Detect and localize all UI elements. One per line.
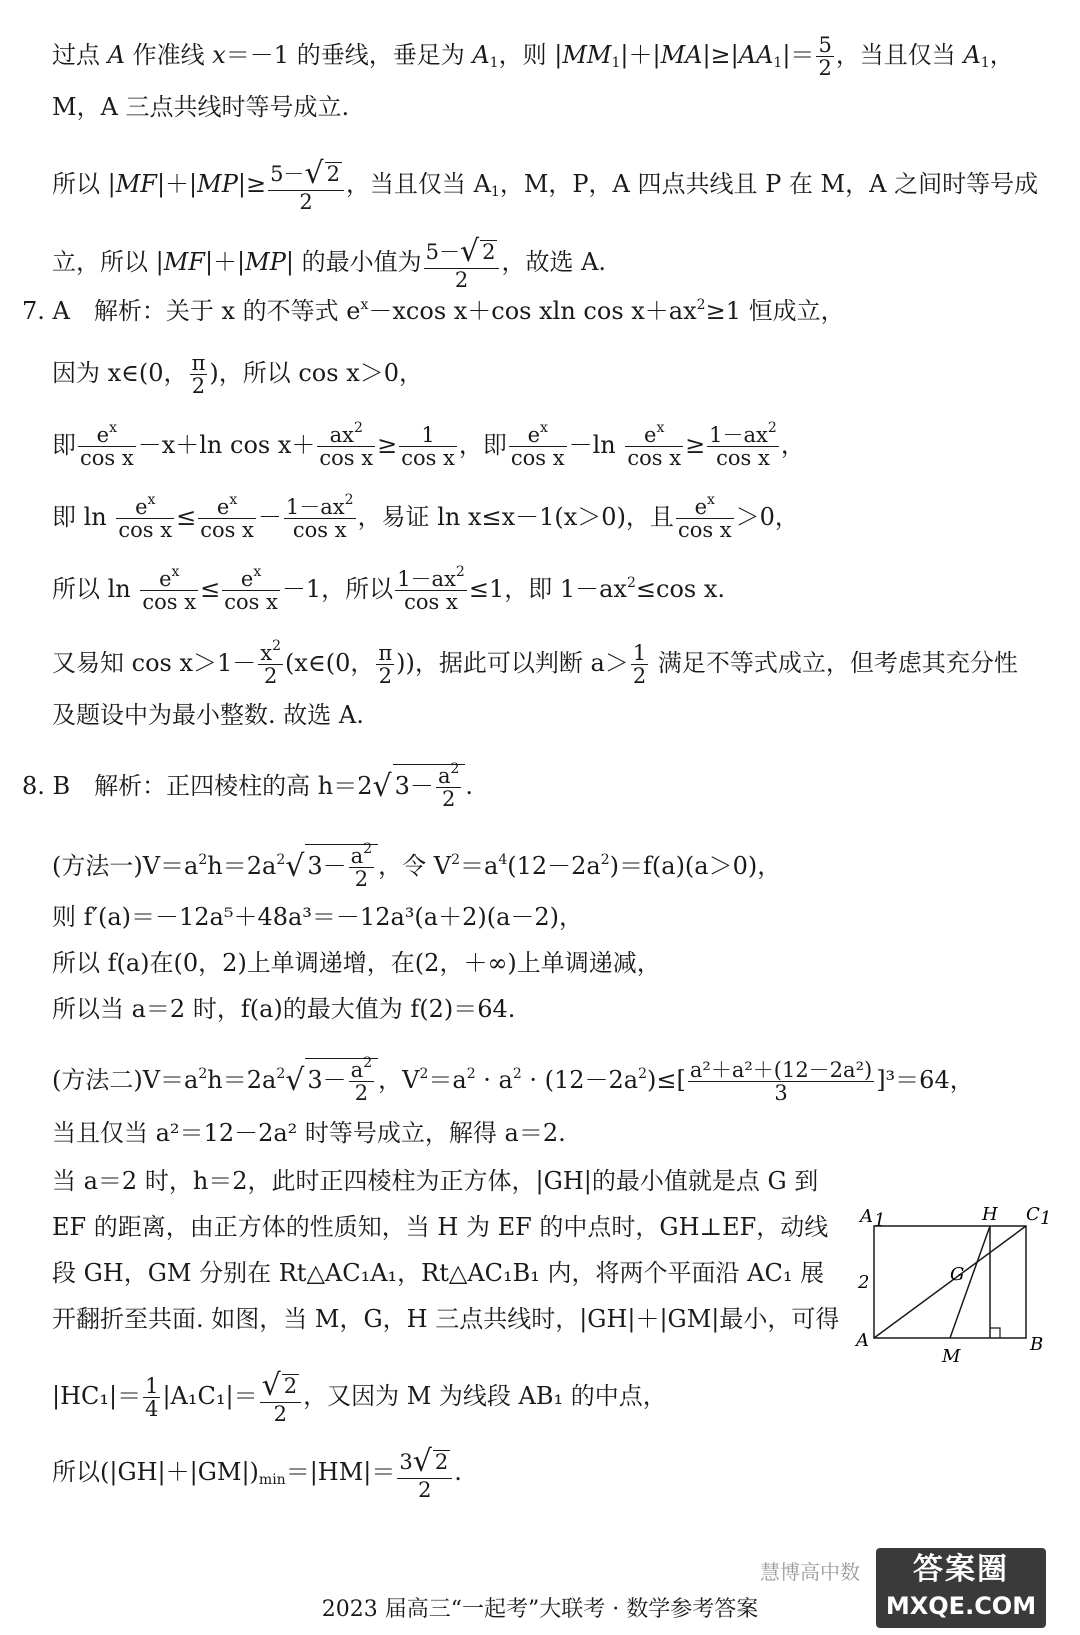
text: |≥ xyxy=(237,169,267,198)
q8-head: 8. B 解析：正四棱柱的高 h＝2√ 3－ $\frac{a^2}{2}$ . xyxy=(22,761,474,812)
text: ，即 xyxy=(458,431,507,460)
text: 所以 | xyxy=(52,169,116,198)
text: MP xyxy=(197,169,238,198)
text: ≥ xyxy=(685,431,706,460)
text: (12－2a xyxy=(507,852,601,881)
fraction: $\frac{1}{\text{cos x}}$ xyxy=(401,423,455,471)
label-G: G xyxy=(950,1264,965,1285)
right-angle-mark xyxy=(990,1328,1000,1338)
fraction: $\frac{1-ax^2}{\text{cos x}}$ xyxy=(709,420,777,471)
text: ，又因为 M 为线段 AB₁ 的中点， xyxy=(303,1381,667,1410)
text: －x＋ln cos x＋ xyxy=(137,431,316,460)
text: ，当且仅当 A xyxy=(345,169,491,198)
text: MF xyxy=(115,169,157,198)
text: x xyxy=(212,41,226,70)
fraction: $\frac{1}{4}$ xyxy=(145,1373,159,1421)
text: )，所以 cos x＞0， xyxy=(209,359,424,388)
text: A xyxy=(963,41,981,70)
text: 所以(|GH|＋|GM|) xyxy=(52,1457,259,1486)
fraction: $\frac{5-√ 2}{2}$ xyxy=(268,158,344,213)
fraction: $\frac{e^x}{\text{cos x}}$ xyxy=(200,492,254,543)
geometry-figure xyxy=(830,1200,1070,1367)
text: h＝2a xyxy=(207,852,277,881)
text: h＝2a xyxy=(207,1066,277,1095)
watermark-text: 答案圈 xyxy=(913,1552,1009,1587)
text: ≥ xyxy=(377,431,398,460)
text: 立，所以 | xyxy=(52,247,164,276)
q8-line-9: EF 的距离，由正方体的性质知，当 H 为 EF 的中点时，GH⊥EF，动线 xyxy=(52,1213,829,1241)
fraction: $\frac{5}{2}$ xyxy=(818,33,832,81)
text: MM xyxy=(562,41,612,70)
text: ＞0， xyxy=(735,503,799,532)
q6-line-2: M，A 三点共线时等号成立. xyxy=(52,93,350,121)
q8-line-8: 当 a＝2 时，h＝2，此时正四棱柱为正方体，|GH|的最小值就是点 G 到 xyxy=(52,1167,819,1195)
sqrt: 3－ $\frac{a^2}{2}$ xyxy=(393,764,466,810)
text: |＋| xyxy=(204,247,246,276)
q8-line-10: 段 GH，GM 分别在 Rt△AC₁A₁，Rt△AC₁B₁ 内，将两个平面沿 AC₁ 展 xyxy=(52,1259,825,1287)
q8-line-11: 开翻折至共面. 如图，当 M，G，H 三点共线时，|GH|＋|GM|最小，可得 xyxy=(52,1305,840,1333)
q8-line-3: 则 f′(a)＝－12a⁵＋48a³＝－12a³(a＋2)(a－2)， xyxy=(52,903,584,931)
text: 即 ln xyxy=(52,503,115,532)
q8-method2: (方法二)$V=a^2h=2a^2√$ 3－ $\frac{a^2}{2}$ ，$V^2=a^2 \cdot a^2 \cdot (12-2a^2)\le$[ $\frac{\text{a²＋a²＋(12－2a²)}}{3}$ ]³＝64， xyxy=(52,1055,974,1106)
text: AA xyxy=(738,41,774,70)
text: |＝ xyxy=(782,41,815,70)
text: . xyxy=(454,1457,462,1486)
fraction: $\frac{e^x}{\text{cos x}}$ xyxy=(118,492,173,543)
text: ＝－1 的垂线，垂足为 xyxy=(225,41,473,70)
label-C1: C xyxy=(1026,1204,1040,1225)
fraction: $\frac{e^x}{\text{cos x}}$ xyxy=(142,564,197,615)
q8-method1: (方法一)$V=a^2h=2a^2√$ 3－ $\frac{a^2}{2}$ ，令 $V^2=a^4(12-2a^2)=f(a)(a>0)$， xyxy=(52,841,782,892)
text: ))，据此可以判断 a＞ xyxy=(396,649,629,678)
label-A1-sub: 1 xyxy=(874,1210,886,1231)
label-B1: B xyxy=(1030,1334,1044,1355)
q8-line-7: 当且仅当 a²＝12－2a² 时等号成立，解得 a＝2. xyxy=(52,1119,566,1147)
fraction: $\frac{e^x}{\text{cos x}}$ xyxy=(677,492,732,543)
text: )≤[ xyxy=(647,1066,686,1095)
text: 过点 xyxy=(52,41,108,70)
text: － xyxy=(257,503,282,532)
q6-line-4 xyxy=(52,236,1040,291)
text: | 的最小值为 xyxy=(285,247,422,276)
text: A xyxy=(107,41,125,70)
q7-head: 7. A 解析：关于 x 的不等式 $e^x-xcos$ x＋cos xln $\cos x+ax^2\ge 1$ 恒成立， xyxy=(22,297,845,325)
text: －1，所以 xyxy=(281,575,394,604)
text: ＝a xyxy=(460,852,499,881)
fraction: $\frac{e^x}{\text{cos x}}$ xyxy=(224,564,278,615)
wechat-source-text: 慧博高中数 xyxy=(760,1560,860,1584)
text: ≤ xyxy=(176,503,197,532)
q6-line-1: 过点 A 作准线 x＝－1 的垂线，垂足为 $A_1$，则 $|MM_1|+|MA|\ge|AA_1|=$ $\frac{5}{2}$ ，当且仅当 $A_1$， xyxy=(52,33,1014,81)
q6-line-3: 所以 |MF|＋|MP|≥ $\frac{5-√ 2}{2}$ ，当且仅当 $A_1$，M，P，A 四点共线且 P 在 M，A 之间时等号成 xyxy=(52,156,1039,214)
q7-line-6 xyxy=(52,638,1040,689)
watermark-url: MXQE.COM xyxy=(885,1592,1037,1620)
fraction: $\frac{e^x}{\text{cos x}}$ xyxy=(627,420,682,471)
q7-line-3 xyxy=(52,420,1040,471)
text: ≤cos x. xyxy=(635,575,725,604)
fraction: $\frac{1-ax^2}{\text{cos x}}$ xyxy=(397,564,465,615)
text: ，故选 A. xyxy=(501,247,607,276)
text: · (12－2a xyxy=(521,1066,639,1095)
text: 因为 x∈(0， xyxy=(52,359,188,388)
label-H: H xyxy=(982,1204,998,1225)
text: 满足不等式成立，但考虑其充分性 xyxy=(650,649,1018,678)
q8-line-12 xyxy=(52,1370,1040,1425)
text: 作准线 xyxy=(124,41,213,70)
text: ，当且仅当 xyxy=(835,41,964,70)
text: (方法一)V＝a xyxy=(52,852,199,881)
text: ，M，P，A 四点共线且 P 在 M，A 之间时等号成 xyxy=(499,169,1039,198)
text: |A₁C₁|＝ xyxy=(162,1381,258,1410)
text: (x∈(0， xyxy=(285,649,375,678)
text: ＝a xyxy=(428,1066,467,1095)
text: ≤ xyxy=(200,575,221,604)
text: |HC₁|＝ xyxy=(52,1381,142,1410)
text: 即 xyxy=(52,431,76,460)
fraction: $\frac{e^x}{\text{cos x}}$ xyxy=(510,420,565,471)
text: |≥| xyxy=(702,41,739,70)
text: 所以 ln xyxy=(52,575,139,604)
text: －xcos x＋cos xln cos x＋ax xyxy=(368,297,697,325)
text: (方法二)V＝a xyxy=(52,1066,199,1095)
text: MF xyxy=(163,247,205,276)
fraction: $\frac{1}{2}$ xyxy=(632,641,647,689)
fraction: $\frac{√ 2}{2}$ xyxy=(260,1370,302,1425)
fraction: $\frac{5-√ 2}{2}$ xyxy=(424,236,500,291)
text: 8. B 解析：正四棱柱的高 h＝2 xyxy=(22,772,373,801)
text: |＋| xyxy=(620,41,661,70)
q7-line-7: 及题设中为最小整数. 故选 A. xyxy=(52,701,364,729)
text: ，则 | xyxy=(498,41,563,70)
label-side-2: 2 xyxy=(858,1272,870,1293)
text: 7. A 解析：关于 x 的不等式 e xyxy=(22,297,361,325)
text: MA xyxy=(660,41,703,70)
text: ， xyxy=(780,431,805,460)
text: A xyxy=(472,41,490,70)
label-M: M xyxy=(942,1346,961,1367)
fraction: $\frac{\text{a²＋a²＋(12－2a²)}}{3}$ xyxy=(689,1058,873,1106)
text: 又易知 cos x＞1－ xyxy=(52,649,257,678)
text: )＝f(a)(a＞0)， xyxy=(609,852,782,881)
q8-line-5: 所以当 a＝2 时，f(a)的最大值为 f(2)＝64. xyxy=(52,995,516,1023)
fraction: $\frac{x^2}{2}$ xyxy=(260,638,282,689)
fraction: $\frac{ax^2}{\text{cos x}}$ xyxy=(319,420,374,471)
text: |＋| xyxy=(156,169,198,198)
q7-line-5: 所以 ln $\frac{e^x}{\text{cos x}}$ ≤ $\frac{e^x}{\text{cos x}}$ －1，所以 $\frac{1-ax^2}{\text{cos x}}$ ≤1，即 $1-ax^2\le\cos$ x. xyxy=(52,564,725,615)
text: ]³＝64， xyxy=(876,1066,974,1095)
fraction: $\frac{1-ax^2}{\text{cos x}}$ xyxy=(285,492,354,543)
label-A1: A xyxy=(860,1206,873,1227)
text: ，令 V xyxy=(378,852,452,881)
page-footer: 2023 届高三“一起考”大联考 · 数学参考答案 xyxy=(321,1597,759,1622)
sqrt: 3－ $\frac{a^2}{2}$ xyxy=(305,844,378,890)
text: ，V xyxy=(378,1066,420,1095)
q8-line-4: 所以 f(a)在(0，2)上单调递增，在(2，＋∞)上单调递减， xyxy=(52,949,661,977)
text: －ln xyxy=(568,431,624,460)
fraction: $\frac{3√ 2}{2}$ xyxy=(397,1446,452,1501)
fraction: $\frac{\pi}{2}$ xyxy=(378,641,393,689)
q7-line-2 xyxy=(52,352,1040,397)
fraction: $\frac{e^x}{\text{cos x}}$ xyxy=(80,420,134,471)
text: ，易证 ln x≤x－1(x＞0)，且 xyxy=(357,503,674,532)
label-C1-sub: 1 xyxy=(1040,1208,1052,1229)
text: ＝|HM|＝ xyxy=(285,1457,396,1486)
text: MP xyxy=(245,247,286,276)
fraction: $\frac{\pi}{2}$ xyxy=(191,351,206,399)
text: · a xyxy=(475,1066,513,1095)
sqrt: 3－ $\frac{a^2}{2}$ xyxy=(305,1058,378,1104)
q7-line-4 xyxy=(52,492,1040,543)
text: ≥1 恒成立， xyxy=(705,297,845,325)
text: ≤1，即 1－ax xyxy=(468,575,627,604)
label-A: A xyxy=(856,1330,869,1351)
q8-line-13: 所以$(|GH|+|GM|)_{min}=|HM|=$ $\frac{3√ 2}{2}$ . xyxy=(52,1444,462,1502)
